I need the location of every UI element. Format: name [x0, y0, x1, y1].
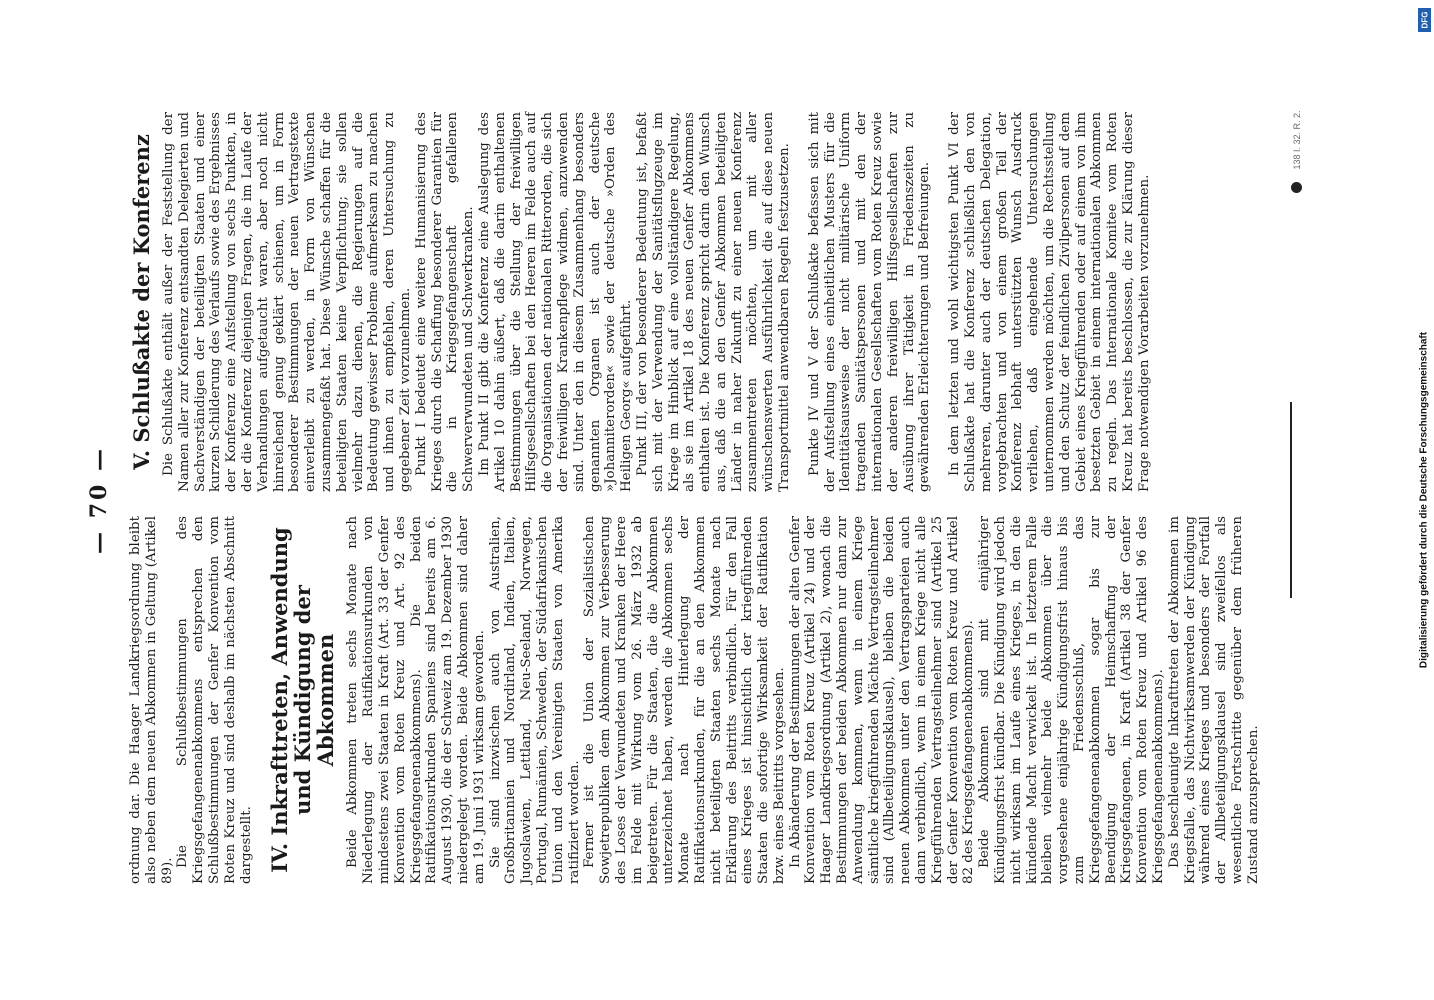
paragraph: Sie sind inzwischen auch von Australien, Großbritannien und Nordirland, Indien, Italien, Jugoslawien, Lettland, Neu-Seeland, Norwegen, Portugal, Rumänien, Schweden, der Südafrikanischen Union und den Vereinigten Staaten von Amerika ratifiziert worden.: [487, 516, 582, 884]
dfg-logo-icon: [1418, 8, 1431, 32]
paragraph: Punkt I bedeutet eine weitere Humanisierung des Krieges durch die Schaffung besonderer Garantien für die in Kriegsgefangenschaft gefallenen Schwerverwundeten und Schwerkranken.: [413, 112, 477, 492]
library-stamp-text: 138 I. 32. R. 2.: [1292, 110, 1302, 170]
paragraph: Ferner ist die Union der Sozialistischen Sowjetrepubliken dem Abkommen zur Verbesserung des Loses der Verwundeten und Kranken der Heere im Felde mit Wirkung vom 26. März 1932 ab beigetreten. Für die Staaten, die die Abkommen unterzeichnet haben, werden die Abkommen sechs Monate nach Hinterlegung der Ratifikationsurkunden, für die an den Abkommen nicht beteiligten Staaten sechs Monate nach Erklärung des Beitritts verbindlich. Für den Fall eines Krieges ist hinsichtlich der kriegführenden Staaten die sofortige Wirksamkeit der Ratifikation bzw. eines Beitritts vorgesehen.: [582, 516, 787, 884]
library-stamp-icon: [1291, 182, 1302, 193]
paragraph: Die Schlußakte enthält außer der Feststellung der Namen aller zur Konferenz entsandten Delegierten und Sachverständigen der beteiligten Staaten und einer kurzen Schilderung des Verlaufs sowie des Ergebnisses der Konferenz eine Aufstellung von sechs Punkten, in der die Konferenz diejenigen Fragen, die im Laufe der Verhandlungen aufgetaucht waren, aber noch nicht hinreichend genug geklärt schienen, um in Form besonderer Bestimmungen der neuen Vertragstexte einverleibt zu werden, in Form von Wünschen zusammengefaßt hat. Diese Wünsche schaffen für die beteiligten Staaten keine Verpflichtung; sie sollen vielmehr dazu dienen, die Regierungen auf die Bedeutung gewisser Probleme aufmerksam zu machen und ihnen zu empfehlen, deren Untersuchung zu gegebener Zeit vorzunehmen.: [161, 112, 413, 492]
paragraph: ordnung dar. Die Haager Landkriegsordnung bleibt also neben dem neuen Abkommen in Geltung (Artikel 89).: [128, 516, 175, 884]
paragraph: Beide Abkommen treten sechs Monate nach Niederlegung der Ratifikationsurkunden von mindestens zwei Staaten in Kraft (Art. 33 der Genfer Konvention vom Roten Kreuz und Art. 92 des Kriegsgefangenenabkommens). Die beiden Ratifikationsurkunden Spaniens sind bereits am 6. August 1930, die der Schweiz am 19. Dezember 1930 niedergelegt worden. Beide Abkommen sind daher am 19. Juni 1931 wirksam geworden.: [345, 516, 487, 884]
paragraph: Das beschleunigte Inkrafttreten der Abkommen im Kriegsfalle, das Nichtwirksamwerden der Kündigung während eines Krieges und besonders der Fortfall der Allbeteiligungsklausel sind zweifellos als wesentliche Fortschritte gegenüber dem früheren Zustand anzusprechen.: [1166, 516, 1261, 884]
right-column: [116, 112, 1153, 492]
page-number: — 70 —: [86, 446, 112, 554]
paragraph: In dem letzten und wohl wichtigsten Punkt VI der Schlußakte hat die Konferenz schließlich den von mehreren, darunter auch der deutschen Delegation, vorgebrachten und von einem großen Teil der Konferenz lebhaft unterstützten Wunsch Ausdruck verliehen, daß eingehende Untersuchungen unternommen werden möchten, um die Rechtsstellung und den Schutz der feindlichen Zivilpersonen auf dem Gebiet eines Kriegführenden oder auf einem von ihm besetzten Gebiet in einem internationalen Abkommen zu regeln. Das Internationale Komitee vom Roten Kreuz hat bereits beschlossen, die zur Klärung dieser Frage notwendigen Vorarbeiten vorzunehmen.: [947, 112, 1152, 492]
margin-rule: [1290, 402, 1292, 598]
section-heading-v: V. Schlußakte der Konferenz: [129, 134, 154, 470]
paragraph: Punkte IV und V der Schlußakte befassen sich mit der Aufstellung eines einheitlichen Musters für die Identitätsausweise der nicht militärische Uniform tragenden Sanitätspersonen und mit den der internationalen Gesellschaften vom Roten Kreuz sowie der anderen freiwilligen Hilfsgesellschaften zur Ausübung ihrer Tätigkeit in Friedenszeiten zu gewährenden Erleichterungen und Befreiungen.: [806, 112, 933, 492]
paragraph: Beide Abkommen sind mit einjähriger Kündigungsfrist kündbar. Die Kündigung wird jedoch nicht wirksam im Laufe eines Krieges, in den die kündende Macht verwickelt ist. In letzterem Falle bleiben vielmehr beide Abkommen über die vorgesehene einjährige Kündigungsfrist hinaus bis zum Friedensschluß, das Kriegsgefangenenabkommen sogar bis zur Beendigung der Heimschaffung der Kriegsgefangenen, in Kraft (Artikel 38 der Genfer Konvention vom Roten Kreuz und Artikel 96 des Kriegsgefangenenabkommens).: [977, 516, 1167, 884]
dfg-logo-label: DFG: [1420, 11, 1429, 29]
dfg-credit-text: Digitalisierung gefördert durch die Deutsche Forschungsgemeinschaft: [1418, 331, 1430, 669]
left-column: [128, 516, 1262, 884]
section-heading-iv: IV. Inkrafttreten, Anwendung und Kündigung der Abkommen: [267, 527, 339, 873]
paragraph: In Abänderung der Bestimmungen der alten Genfer Konvention vom Roten Kreuz (Artikel 24) und der Haager Landkriegsordnung (Artikel 2), wonach die Bestimmungen der beiden Abkommen nur dann zur Anwendung kommen, wenn in einem Kriege sämtliche kriegführenden Mächte Vertragsteilnehmer sind (Allbeteiligungsklausel), bleiben die beiden neuen Abkommen unter den Vertragsparteien auch dann verbindlich, wenn in einem Kriege nicht alle Kriegführenden Vertragsteilnehmer sind (Artikel 25 der Genfer Konvention vom Roten Kreuz und Artikel 82 des Kriegsgefangenenabkommens).: [787, 516, 977, 884]
paragraph: Die Schlußbestimmungen des Kriegsgefangenenabkommens entsprechen den Schlußbestimmungen der Genfer Konvention vom Roten Kreuz und sind deshalb im nächsten Abschnitt dargestellt.: [175, 516, 254, 884]
paragraph: Im Punkt II gibt die Konferenz eine Auslegung des Artikel 10 dahin äußert, daß die darin enthaltenen Bestimmungen über die Stellung der freiwilligen Hilfsgesellschaften bei den Heeren im Felde auch auf die Organisationen der nationalen Ritterorden, die sich der freiwilligen Krankenpflege widmen, anzuwenden sind. Unter den in diesem Zusammenhang besonders genannten Organen ist auch der deutsche »Johanniterorden« sowie der deutsche »Orden des Heiligen Georg« aufgeführt.: [476, 112, 635, 492]
paragraph: Punkt III, der von besonderer Bedeutung ist, befaßt sich mit der Verwendung der Sanitätsflugzeuge im Kriege im Hinblick auf eine vollständigere Regelung, als sie im Artikel 18 des neuen Genfer Abkommens enthalten ist. Die Konferenz spricht darin den Wunsch aus, daß die an den Genfer Abkommen beteiligten Länder in naher Zukunft zu einer neuen Konferenz zusammentreten möchten, um mit aller wünschenswerten Ausführlichkeit die auf diese neuen Transportmittel anwendbaren Regeln festzusetzen.: [634, 112, 793, 492]
